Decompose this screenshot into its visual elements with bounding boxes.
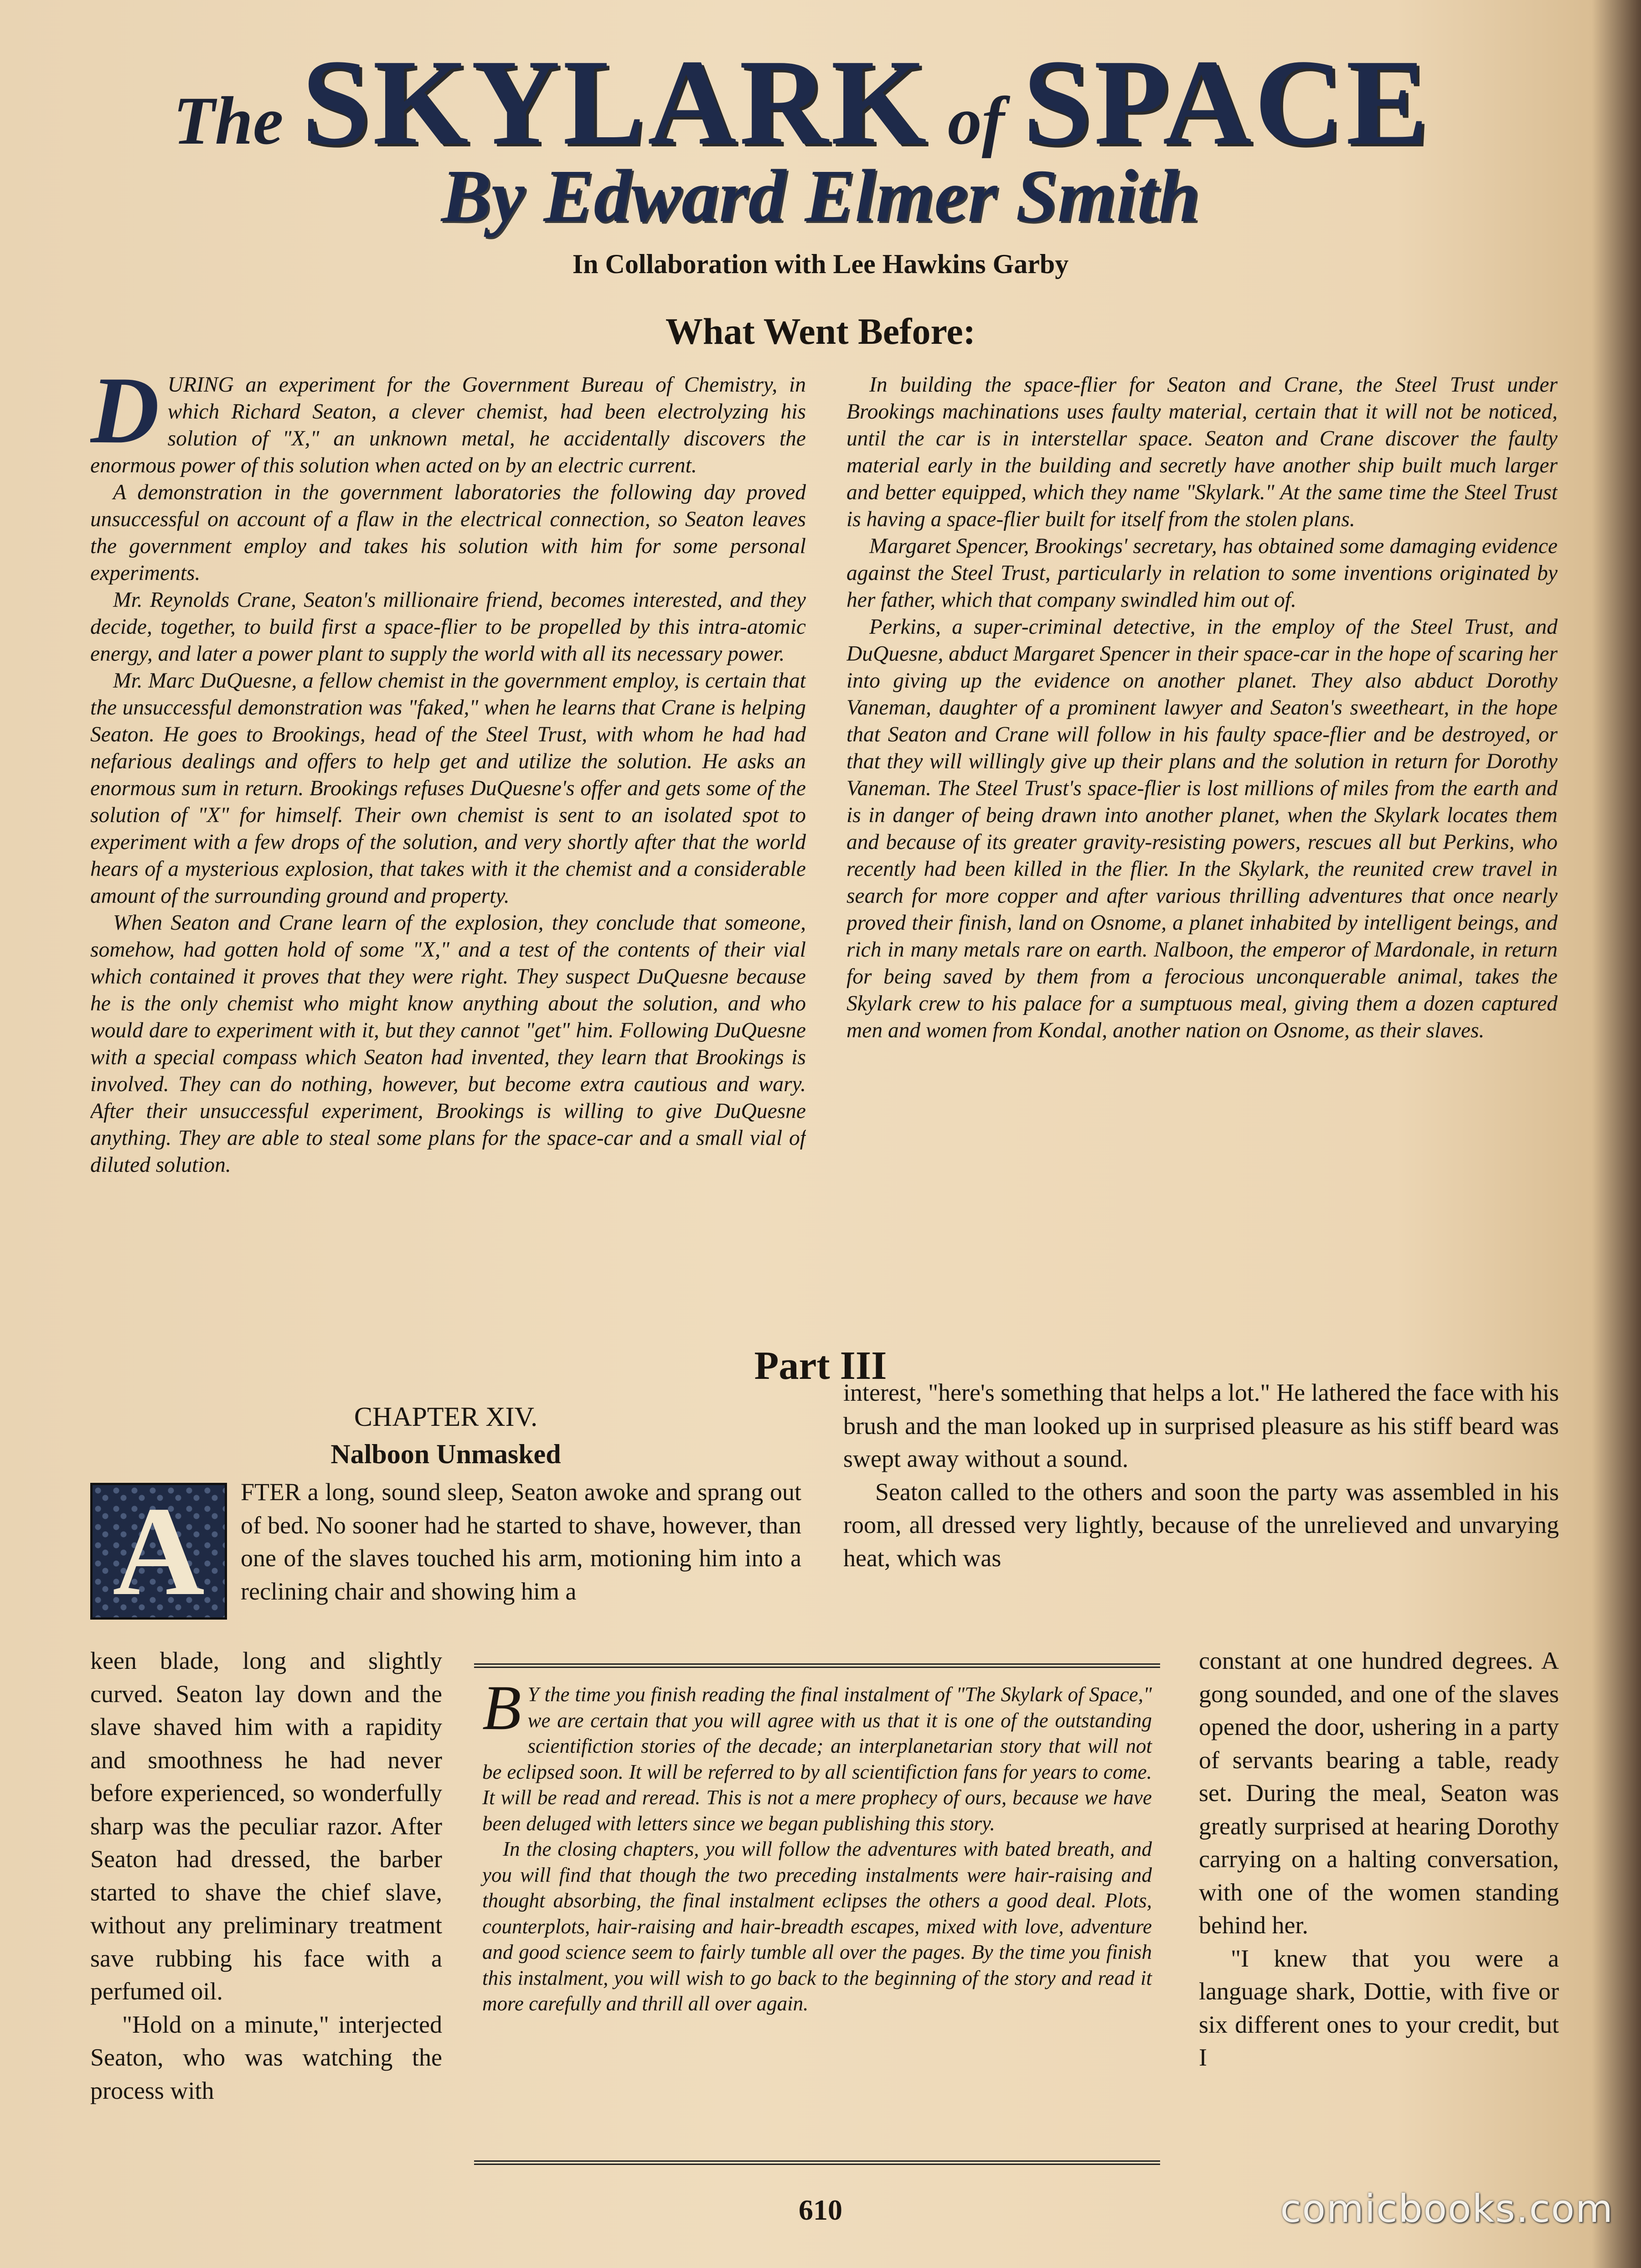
title-the: The xyxy=(173,83,284,159)
author-byline: By Edward Elmer Smith xyxy=(441,154,1200,238)
chapter-p4: Seaton called to the others and soon the party was assembled in his room, all dressed very lightly, because of the unrelieved and unvarying heat, which was xyxy=(843,1478,1559,1572)
chapter-text-right-top xyxy=(843,1376,1559,1650)
dropcap-d: D xyxy=(90,372,160,463)
chapter-number: CHAPTER XIV. xyxy=(354,1402,538,1432)
title-space: SPACE xyxy=(1022,34,1431,171)
chapter-p1-top: FTER a long, sound sleep, Seaton awoke and sprang out of bed. No sooner had he started to shave, however, than one of the slaves touched his arm, motioning him into a reclining chair and showing him a xyxy=(241,1478,801,1605)
synopsis-p7: Margaret Spencer, Brookings' secretary, has obtained some damaging evidence against the Steel Trust, particularly in relation to some inventions originated by her father, which that company swindled him out of. xyxy=(846,534,1558,612)
collaboration-line: In Collaboration with Lee Hawkins Garby xyxy=(572,249,1069,279)
synopsis-p4: Mr. Marc DuQuesne, a fellow chemist in the government employ, is certain that the unsuccessful demonstration was "faked," when he learns that Crane is helping Seaton. He goes to Brookings, head of the Steel Trust, with whom he had had nefarious dealings and offers to help get and utilize the solution. He asks an enormous sum in return. Brookings refuses DuQuesne's offer and gets some of the solution of "X" for himself. Their own chemist is sent to an isolated spot to experiment with a few drops of the solution, and very shortly after that the world hears of a mysterious explosion, that takes with it the chemist and a considerable amount of the surrounding ground and property. xyxy=(90,669,806,908)
synopsis-heading: What Went Before: xyxy=(665,311,976,352)
ornate-dropcap-a xyxy=(90,1480,227,1622)
chapter-title: Nalboon Unmasked xyxy=(330,1439,561,1469)
dropcap-a-letter: A xyxy=(112,1480,205,1622)
magazine-title xyxy=(173,32,1495,169)
synopsis-paragraph xyxy=(90,372,806,479)
chapter-text-right xyxy=(1199,1644,1559,2178)
chapter-p5: "I knew that you were a language shark, Dottie, with five or six different ones to your credit, but I xyxy=(1199,1944,1559,2071)
chapter-text-left xyxy=(90,1644,442,2178)
chapter-p2: "Hold on a minute," interjected Seaton, who was watching the process with xyxy=(90,2010,442,2104)
synopsis-p5: When Seaton and Crane learn of the explosion, they conclude that someone, somehow, had gotten hold of some "X," and a test of the contents of their vial which contained it proves that they were right. They suspect DuQuesne because he is the only chemist who might know anything about the solution, and who would dare to experiment with it, but they cannot "get" him. Following DuQuesne with a special compass which Seaton had invented, they learn that Brookings is involved. They can do nothing, however, but become extra cautious and wary. After their unsuccessful experiment, Brookings is willing to give DuQuesne anything. They are able to steal some plans for the space-car and a small vial of diluted solution. xyxy=(90,911,806,1177)
editorial-p2: In the closing chapters, you will follow the adventures with bated breath, and you will find that though the two preceding instalments were hair-raising and thought absorbing, the final instalment eclipses the others a good deal. Plots, counterplots, hair-raising and hair-breadth escapes, mixed with love, adventure and good science seem to fairly tumble all over the pages. By the time you finish this instalment, you will wish to go back to the beginning of the story and read it more carefully and thrill all over again. xyxy=(482,1838,1152,2015)
chapter-p1-bottom: keen blade, long and slightly curved. Seaton lay down and the slave shaved him with a rapidity and smoothness he had never before experienced, so wonderfully sharp was the peculiar razor. After Seaton had dressed, the barber started to shave the chief slave, without any preliminary treatment save rubbing his face with a perfumed oil. xyxy=(90,1647,442,2005)
synopsis-p3: Mr. Reynolds Crane, Seaton's millionaire friend, becomes interested, and they decide, together, to build first a space-flier to be propelled by this intra-atomic energy, and later a power plant to supply the world with all its necessary power. xyxy=(90,588,806,666)
editorial-p1 xyxy=(482,1673,1152,1836)
synopsis-column-left xyxy=(90,372,806,1320)
editorial-note-box xyxy=(474,1663,1160,2165)
synopsis-p6: In building the space-flier for Seaton and Crane, the Steel Trust under Brookings machinations uses faulty material, certain that it will not be noticed, until the car is in interstellar space. Seaton and Crane discover the faulty material early in the building and secretly have another ship built much larger and better equipped, which they name "Skylark." At the same time the Steel Trust is having a space-flier built for itself from the stolen plans. xyxy=(846,373,1558,531)
editorial-p1-text: Y the time you finish reading the final instalment of "The Skylark of Space," we are certain that you will agree with us that it is one of the outstanding scientifiction stories of the decade; an interplanetarian story that will not be eclipsed soon. It will be referred to by all scientifiction fans for years to come. It will be read and reread. This is not a mere prophecy of ours, because we have been deluged with letters since we began publishing this story. xyxy=(482,1683,1152,1835)
synopsis-p2: A demonstration in the government laboratories the following day proved unsuccessful on account of a flaw in the electrical connection, so Seaton leaves the government employ and takes his solution with him for some personal experiments. xyxy=(90,481,806,585)
watermark-text: comicbooks.com xyxy=(1280,2186,1614,2231)
synopsis-p8: Perkins, a super-criminal detective, in the employ of the Steel Trust, and DuQuesne, abduct Margaret Spencer in their space-car in the hope of scaring her into giving up the evidence on another planet. They also abduct Dorothy Vaneman, daughter of a prominent lawyer and Seaton's sweetheart, in the hope that Seaton and Crane will follow in his faulty space-flier and be destroyed, or that they will willingly give up their plans and the solution in return for Dorothy Vaneman. The Steel Trust's space-flier is lost millions of miles from the earth and is in danger of being drawn into another planet, when the Skylark locates them and because of its greater gravity-resisting powers, rescues all but Perkins, who recently had been killed in the flier. In the Skylark, the reunited crew travel in search for more copper and after various thrilling adventures that once nearly proved their finish, land on Osnome, a planet inhabited by intelligent beings, and rich in many metals rare on earth. Nalboon, the emperor of Mardonale, in return for being saved by them from a ferocious unconquerable animal, takes the Skylark crew to his palace for a sumptuous meal, giving them a dozen captured men and women from Kondal, another nation on Osnome, as their slaves. xyxy=(846,615,1558,1042)
part-title: Part III xyxy=(754,1344,887,1388)
chapter-text-top xyxy=(241,1476,801,1649)
chapter-p4-cont: constant at one hundred degrees. A gong sounded, and one of the slaves opened the door, ushering in a party of servants bearing a table, ready set. During the meal, Seaton was greatly surprised at hearing Dorothy carrying on a halting conversation, with one of the women standing behind her. xyxy=(1199,1647,1559,1939)
synopsis-p1: URING an experiment for the Government Bureau of Chemistry, in which Richard Seaton, a clever chemist, had been electrolyzing his solution of "X," an unknown metal, he accidentally discovers the enormous power of this solution when acted on by an electric current. xyxy=(90,373,806,477)
title-skylark: SKYLARK xyxy=(301,34,929,171)
chapter-p3: interest, "here's something that helps a lot." He lathered the face with his brush and the man looked up in surprised pleasure as his stiff beard was swept away without a sound. xyxy=(843,1379,1559,1472)
title-of: of xyxy=(947,83,1005,159)
page-number: 610 xyxy=(799,2194,842,2226)
dropcap-b: B xyxy=(482,1673,521,1743)
synopsis-column-right xyxy=(846,372,1558,1320)
